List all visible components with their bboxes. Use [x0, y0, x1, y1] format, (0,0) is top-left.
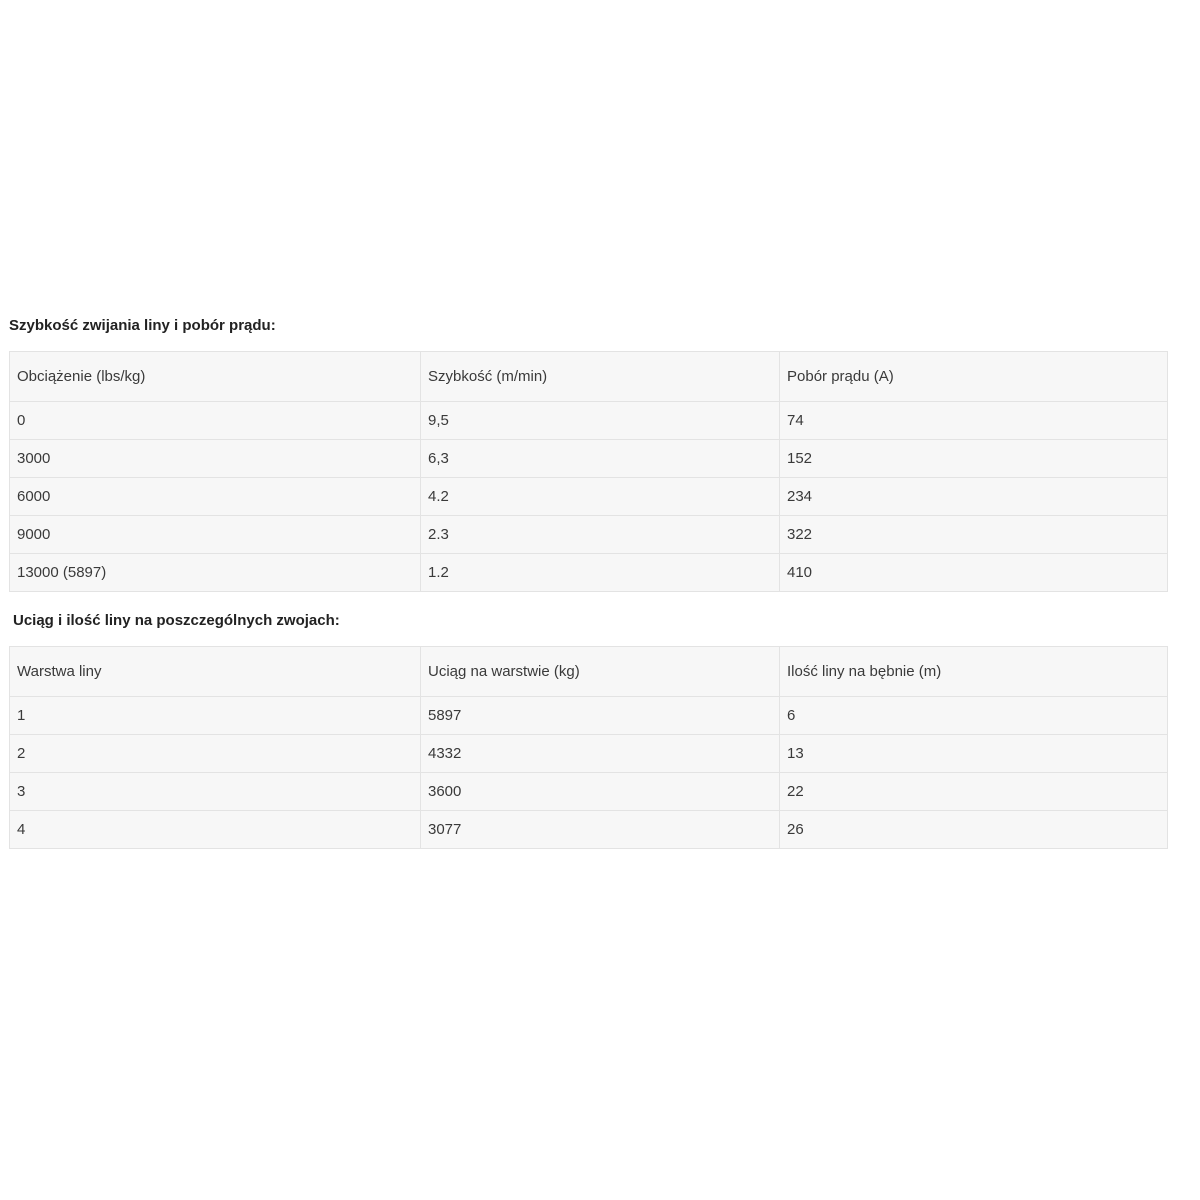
table-cell: 410 [780, 554, 1168, 592]
table-row [10, 773, 1168, 811]
table-header-row [10, 352, 1168, 402]
column-header: Szybkość (m/min) [421, 352, 780, 402]
table-cell: 2 [10, 735, 421, 773]
table-cell: 3000 [10, 440, 421, 478]
table-cell: 4 [10, 811, 421, 849]
column-header: Obciążenie (lbs/kg) [10, 352, 421, 402]
table-row [10, 697, 1168, 735]
table-cell: 4.2 [421, 478, 780, 516]
column-header: Ilość liny na bębnie (m) [780, 647, 1168, 697]
table-cell: 9000 [10, 516, 421, 554]
table-cell: 6 [780, 697, 1168, 735]
table-row [10, 402, 1168, 440]
table-cell: 74 [780, 402, 1168, 440]
column-header: Uciąg na warstwie (kg) [421, 647, 780, 697]
table-cell: 26 [780, 811, 1168, 849]
table-cell: 9,5 [421, 402, 780, 440]
table-cell: 0 [10, 402, 421, 440]
table-cell: 5897 [421, 697, 780, 735]
table-cell: 4332 [421, 735, 780, 773]
table-header-row [10, 647, 1168, 697]
table-cell: 6000 [10, 478, 421, 516]
table-cell: 3 [10, 773, 421, 811]
table-cell: 3600 [421, 773, 780, 811]
section-title-winding-speed: Szybkość zwijania liny i pobór prądu: [9, 317, 276, 334]
table-cell: 3077 [421, 811, 780, 849]
table-cell: 13 [780, 735, 1168, 773]
table-cell: 13000 (5897) [10, 554, 421, 592]
table-cell: 1.2 [421, 554, 780, 592]
table-cell: 22 [780, 773, 1168, 811]
table-row [10, 440, 1168, 478]
table-cell: 322 [780, 516, 1168, 554]
winding-speed-table [9, 351, 1168, 592]
table-row [10, 811, 1168, 849]
table-row [10, 735, 1168, 773]
table-cell: 234 [780, 478, 1168, 516]
section-title-pull-per-layer: Uciąg i ilość liny na poszczególnych zwojach: [13, 612, 340, 629]
table-cell: 152 [780, 440, 1168, 478]
table-cell: 1 [10, 697, 421, 735]
column-header: Pobór prądu (A) [780, 352, 1168, 402]
column-header: Warstwa liny [10, 647, 421, 697]
pull-per-layer-table [9, 646, 1168, 849]
table-cell: 2.3 [421, 516, 780, 554]
table-row [10, 516, 1168, 554]
table-row [10, 554, 1168, 592]
table-cell: 6,3 [421, 440, 780, 478]
table-row [10, 478, 1168, 516]
